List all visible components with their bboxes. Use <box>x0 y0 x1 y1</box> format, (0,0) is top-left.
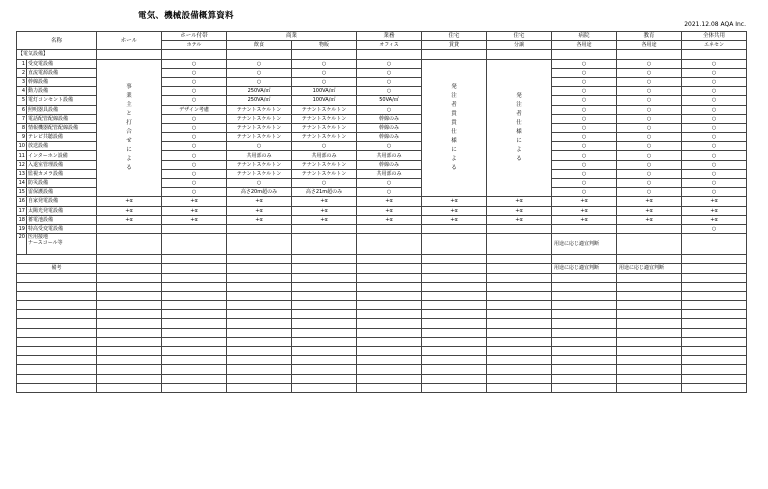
cell-value: ○ <box>617 142 682 151</box>
row-name-line1: 医用接地 <box>28 234 49 241</box>
cell-value <box>292 234 357 255</box>
cell-value: 100VA/㎡ <box>292 87 357 96</box>
cell-value: ○ <box>617 87 682 96</box>
row-name: 動力設備 <box>27 87 97 96</box>
cell-value <box>162 264 227 273</box>
header-business: 業務 <box>357 32 422 41</box>
cell-value: ○ <box>682 151 747 160</box>
cell-value: ○ <box>682 142 747 151</box>
row-name: 雷保護設備 <box>27 188 97 197</box>
table-row <box>17 224 747 233</box>
cell-value <box>97 224 162 233</box>
cell-value: ○ <box>617 160 682 169</box>
cell-value: ○ <box>617 59 682 68</box>
row-number: 2 <box>17 68 27 77</box>
cell-value: +α <box>617 197 682 206</box>
cell-value: ○ <box>162 133 227 142</box>
row-number: 11 <box>17 151 27 160</box>
cell-value: テナントスケルトン <box>292 105 357 114</box>
cell-value: +α <box>227 206 292 215</box>
cell-value: +α <box>97 215 162 224</box>
vertical-note-text: 事業主と打合せによる <box>126 83 132 171</box>
cell-value: ○ <box>552 169 617 178</box>
row-number: 20 <box>17 234 27 255</box>
cell-value <box>422 234 487 255</box>
row-number: 3 <box>17 77 27 86</box>
cell-value: ○ <box>227 142 292 151</box>
cell-value: +α <box>552 215 617 224</box>
row-name <box>27 234 97 255</box>
header-hospital: 病院 <box>552 32 617 41</box>
cell-value: ○ <box>357 105 422 114</box>
cell-value: ○ <box>617 133 682 142</box>
cell-value: ○ <box>617 151 682 160</box>
cell-value: +α <box>682 206 747 215</box>
cell-value: +α <box>422 215 487 224</box>
row-name: 特高受変電設備 <box>27 224 97 233</box>
cell-value: 高さ21m超のみ <box>292 188 357 197</box>
cell-value: テナントスケルトン <box>227 114 292 123</box>
cell-value: ○ <box>292 179 357 188</box>
cell-value: 共用部のみ <box>357 151 422 160</box>
cell-value: +α <box>227 197 292 206</box>
cell-value: ○ <box>617 68 682 77</box>
cell-value: ○ <box>682 123 747 132</box>
cell-value: テナントスケルトン <box>227 169 292 178</box>
cell-value: ○ <box>552 68 617 77</box>
row-name: 照明器具設備 <box>27 105 97 114</box>
cell-value <box>97 264 162 273</box>
cell-value: ○ <box>617 169 682 178</box>
table-row-20 <box>17 234 747 255</box>
cell-value <box>552 224 617 233</box>
cell-value <box>292 224 357 233</box>
row-name: 防災設備 <box>27 179 97 188</box>
cell-value: ○ <box>617 179 682 188</box>
row-number: 15 <box>17 188 27 197</box>
cell-value: テナントスケルトン <box>227 160 292 169</box>
cell-value: +α <box>357 215 422 224</box>
row-number: 13 <box>17 169 27 178</box>
cell-value: +α <box>487 197 552 206</box>
cell-value: 100VA/㎡ <box>292 96 357 105</box>
cell-value <box>227 234 292 255</box>
cell-value: デザイン考慮 <box>162 105 227 114</box>
header-hall: ホール <box>97 32 162 50</box>
cell-value: ○ <box>682 77 747 86</box>
equipment-table <box>16 31 747 393</box>
sub-sale: 分譲 <box>487 41 552 50</box>
cell-value: 共用部のみ <box>292 151 357 160</box>
cell-value: ○ <box>617 188 682 197</box>
cell-value: ○ <box>227 68 292 77</box>
cell-value: +α <box>292 206 357 215</box>
header-common: 全体共用 <box>682 32 747 41</box>
cell-value: ○ <box>552 77 617 86</box>
row-name: 幹線設備 <box>27 77 97 86</box>
empty-row <box>17 356 747 365</box>
row-number: 10 <box>17 142 27 151</box>
cell-value: 用途に応じ適宜判断 <box>552 234 617 255</box>
cell-value: ○ <box>552 114 617 123</box>
cell-value <box>227 264 292 273</box>
sub-hotel: ホテル <box>162 41 227 50</box>
cell-value: ○ <box>682 169 747 178</box>
cell-value: +α <box>422 206 487 215</box>
empty-row <box>17 301 747 310</box>
cell-value: +α <box>227 215 292 224</box>
document-date: 2021.12.08 AQA Inc. <box>684 21 746 28</box>
cell-value: ○ <box>162 160 227 169</box>
cell-value: +α <box>97 206 162 215</box>
cell-value: ○ <box>617 114 682 123</box>
remarks-row <box>17 264 747 273</box>
cell-value: 幹線のみ <box>357 114 422 123</box>
cell-value: ○ <box>357 188 422 197</box>
cell-value: 50VA/㎡ <box>357 96 422 105</box>
cell-value: ○ <box>357 142 422 151</box>
cell-value: ○ <box>617 96 682 105</box>
cell-value: ○ <box>227 77 292 86</box>
cell-value: +α <box>487 206 552 215</box>
cell-value: +α <box>422 197 487 206</box>
cell-value <box>357 224 422 233</box>
cell-value: ○ <box>357 87 422 96</box>
cell-value <box>162 234 227 255</box>
cell-value: ○ <box>552 123 617 132</box>
cell-value: ○ <box>617 105 682 114</box>
row-name: 自家発電設備 <box>27 197 97 206</box>
sub-hospital-uses: 各用途 <box>552 41 617 50</box>
empty-row <box>17 365 747 374</box>
header-name: 名称 <box>17 32 97 50</box>
row-number: 16 <box>17 197 27 206</box>
cell-value: ○ <box>162 123 227 132</box>
cell-value: +α <box>682 197 747 206</box>
row-name: 監視カメラ設備 <box>27 169 97 178</box>
cell-value: 幹線のみ <box>357 133 422 142</box>
cell-value: ○ <box>162 59 227 68</box>
cell-value: +α <box>162 197 227 206</box>
cell-value: ○ <box>552 179 617 188</box>
cell-value: +α <box>552 206 617 215</box>
row-number: 19 <box>17 224 27 233</box>
row-name: インターホン設備 <box>27 151 97 160</box>
empty-row <box>17 291 747 300</box>
cell-value: ○ <box>682 96 747 105</box>
cell-value: ○ <box>682 188 747 197</box>
cell-value <box>162 224 227 233</box>
cell-value <box>227 224 292 233</box>
cell-value: テナントスケルトン <box>292 169 357 178</box>
cell-value: ○ <box>162 142 227 151</box>
cell-value: 用途に応じ適宜判断 <box>617 264 682 273</box>
cell-value: ○ <box>227 179 292 188</box>
cell-value <box>617 234 682 255</box>
cell-value: +α <box>292 215 357 224</box>
cell-value: 高さ20m超のみ <box>227 188 292 197</box>
cell-value: ○ <box>682 59 747 68</box>
row-number: 9 <box>17 133 27 142</box>
row-name: 放送設備 <box>27 142 97 151</box>
header-row-1 <box>17 32 747 41</box>
cell-value: ○ <box>552 59 617 68</box>
row-name: 電灯コンセント設備 <box>27 96 97 105</box>
table-row <box>17 255 747 264</box>
row-number: 8 <box>17 123 27 132</box>
cell-value: ○ <box>162 87 227 96</box>
cell-value: ○ <box>162 77 227 86</box>
cell-value: ○ <box>162 188 227 197</box>
cell-value: 用途に応じ適宜判断 <box>552 264 617 273</box>
table-row <box>17 215 747 224</box>
hall-merged-note <box>97 59 162 197</box>
cell-value: テナントスケルトン <box>292 133 357 142</box>
cell-value: ○ <box>617 123 682 132</box>
cell-value: ○ <box>682 105 747 114</box>
row-name: 受変電設備 <box>27 59 97 68</box>
cell-value: ○ <box>682 68 747 77</box>
header-housing-rental: 住宅 <box>422 32 487 41</box>
cell-value <box>682 234 747 255</box>
cell-value: ○ <box>162 151 227 160</box>
table-row <box>17 59 747 68</box>
cell-value: 幹線のみ <box>357 123 422 132</box>
cell-value: +α <box>357 197 422 206</box>
empty-row <box>17 383 747 392</box>
row-name: テレビ共聴設備 <box>27 133 97 142</box>
row-number: 6 <box>17 105 27 114</box>
cell-value: ○ <box>682 224 747 233</box>
page-title: 電気、機械設備概算資料 <box>138 11 234 21</box>
cell-value: ○ <box>552 133 617 142</box>
cell-value: ○ <box>162 179 227 188</box>
empty-row <box>17 347 747 356</box>
table-row <box>17 197 747 206</box>
row-name: 情報機器配管配線設備 <box>27 123 97 132</box>
cell-value <box>682 264 747 273</box>
cell-value: +α <box>617 215 682 224</box>
cell-value: ○ <box>292 59 357 68</box>
cell-value <box>617 224 682 233</box>
row-number: 4 <box>17 87 27 96</box>
cell-value: +α <box>162 215 227 224</box>
empty-row <box>17 337 747 346</box>
sub-office: オフィス <box>357 41 422 50</box>
vertical-note-text: 発注者貴貴仕様による <box>451 83 457 171</box>
cell-value: 共用部のみ <box>227 151 292 160</box>
row-number: 17 <box>17 206 27 215</box>
cell-value: テナントスケルトン <box>227 123 292 132</box>
cell-value <box>97 234 162 255</box>
cell-value: ○ <box>552 142 617 151</box>
cell-value: ○ <box>552 188 617 197</box>
empty-row <box>17 328 747 337</box>
cell-value: ○ <box>357 179 422 188</box>
remarks-label: 備考 <box>17 264 97 273</box>
empty-row <box>17 374 747 383</box>
cell-value: ○ <box>357 68 422 77</box>
cell-value <box>487 224 552 233</box>
table-row <box>17 206 747 215</box>
cell-value: ○ <box>357 59 422 68</box>
cell-value: +α <box>552 197 617 206</box>
empty-row <box>17 282 747 291</box>
cell-value: ○ <box>682 179 747 188</box>
cell-value: テナントスケルトン <box>227 105 292 114</box>
cell-value: 共用部のみ <box>357 169 422 178</box>
cell-value: +α <box>682 215 747 224</box>
row-number: 12 <box>17 160 27 169</box>
section-row <box>17 50 747 59</box>
cell-value <box>487 264 552 273</box>
sub-restaurant: 飲食 <box>227 41 292 50</box>
cell-value: ○ <box>292 142 357 151</box>
row-number: 1 <box>17 59 27 68</box>
section-label: 【電気設備】 <box>17 50 97 59</box>
empty-row <box>17 273 747 282</box>
cell-value: ○ <box>552 160 617 169</box>
row-name: 直流電源設備 <box>27 68 97 77</box>
cell-value: テナントスケルトン <box>292 123 357 132</box>
cell-value <box>422 264 487 273</box>
cell-value: ○ <box>292 68 357 77</box>
cell-value: テナントスケルトン <box>227 133 292 142</box>
cell-value: ○ <box>292 77 357 86</box>
cell-value: +α <box>292 197 357 206</box>
cell-value: +α <box>617 206 682 215</box>
header-hall-attach: ホール付帯 <box>162 32 227 41</box>
cell-value: +α <box>162 206 227 215</box>
row-name: 太陽光発電設備 <box>27 206 97 215</box>
header-education: 教育 <box>617 32 682 41</box>
cell-value: ○ <box>227 59 292 68</box>
cell-value: ○ <box>357 77 422 86</box>
sub-energy-center: エネセン <box>682 41 747 50</box>
cell-value: ○ <box>162 96 227 105</box>
cell-value: ○ <box>682 87 747 96</box>
row-name: 入退室管理設備 <box>27 160 97 169</box>
sale-merged-note <box>487 59 552 197</box>
cell-value <box>422 224 487 233</box>
cell-value: +α <box>97 197 162 206</box>
cell-value: ○ <box>682 133 747 142</box>
cell-value: ○ <box>162 68 227 77</box>
cell-value: ○ <box>552 87 617 96</box>
sub-education-uses: 各用途 <box>617 41 682 50</box>
cell-value: ○ <box>162 114 227 123</box>
cell-value: テナントスケルトン <box>292 160 357 169</box>
cell-value <box>487 234 552 255</box>
vertical-note-text: 発注者仕様による <box>516 92 522 162</box>
cell-value: 250VA/㎡ <box>227 96 292 105</box>
row-number: 5 <box>17 96 27 105</box>
cell-value: ○ <box>552 151 617 160</box>
rental-merged-note <box>422 59 487 197</box>
header-commerce: 商業 <box>227 32 357 41</box>
cell-value <box>292 264 357 273</box>
cell-value: +α <box>487 215 552 224</box>
empty-row <box>17 310 747 319</box>
cell-value: 250VA/㎡ <box>227 87 292 96</box>
cell-value: テナントスケルトン <box>292 114 357 123</box>
cell-value: ○ <box>552 105 617 114</box>
cell-value: ○ <box>552 96 617 105</box>
row-number: 14 <box>17 179 27 188</box>
row-number: 7 <box>17 114 27 123</box>
cell-value: ○ <box>617 77 682 86</box>
sub-rental: 賃貸 <box>422 41 487 50</box>
cell-value: 幹線のみ <box>357 160 422 169</box>
header-housing-sale: 住宅 <box>487 32 552 41</box>
cell-value: +α <box>357 206 422 215</box>
row-number: 18 <box>17 215 27 224</box>
sub-retail: 物販 <box>292 41 357 50</box>
row-name-line2: ナースコール等 <box>28 240 63 247</box>
row-name: 蓄電池設備 <box>27 215 97 224</box>
empty-row <box>17 319 747 328</box>
cell-value: ○ <box>162 169 227 178</box>
cell-value: ○ <box>682 160 747 169</box>
cell-value <box>357 234 422 255</box>
cell-value <box>357 264 422 273</box>
cell-value: ○ <box>682 114 747 123</box>
row-name: 電話配管配線設備 <box>27 114 97 123</box>
